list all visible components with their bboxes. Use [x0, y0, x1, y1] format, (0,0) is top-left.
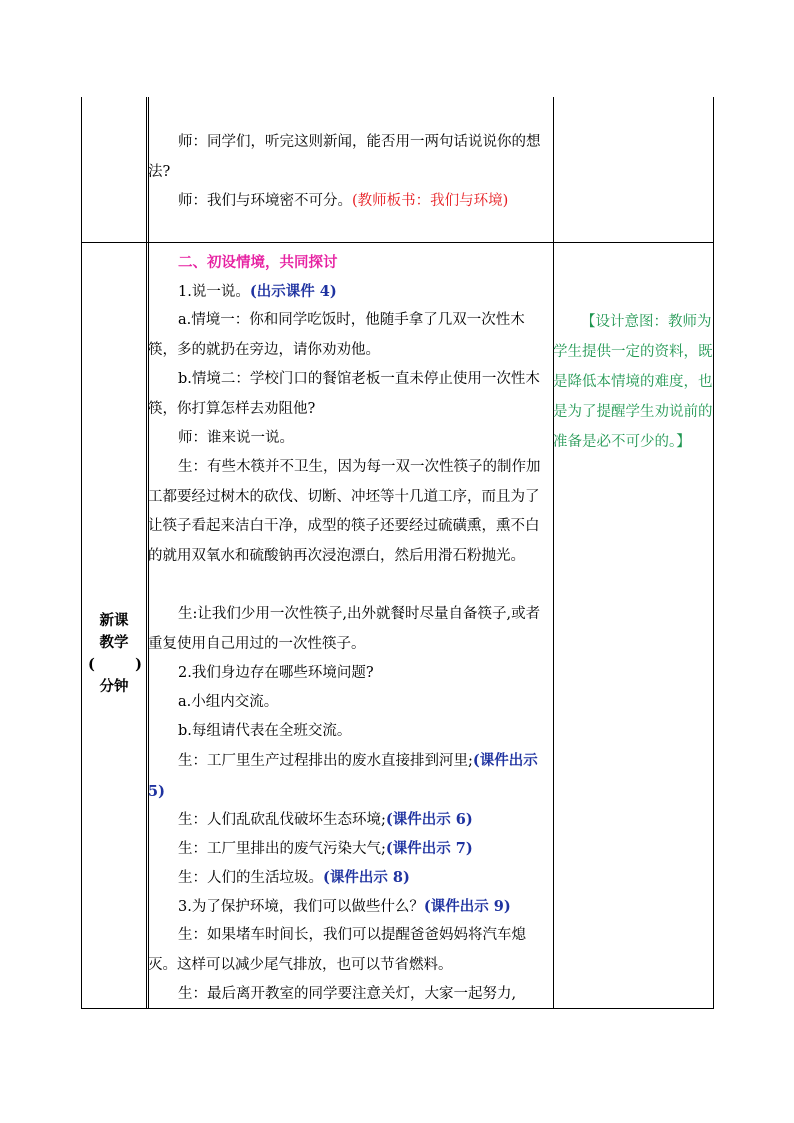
minutes-blank: [82, 654, 146, 676]
student-answer-7: 生：如果堵车时间长，我们可以提醒爸爸妈妈将汽车熄灭。这样可以减少尾气排放，也可以节省燃料。: [148, 927, 526, 973]
item3-text: 3.为了保护环境，我们可以做些什么？: [178, 899, 424, 915]
item1-courseware-note: (出示课件 4): [249, 283, 337, 300]
scene-a: a.情境一：你和同学吃饭时，他随手拿了几双一次性木筷，多的就扔在旁边，请你劝劝他。: [148, 312, 525, 358]
courseware-note-6: (课件出示 6): [385, 811, 473, 828]
section-label-line4: 分钟: [99, 678, 129, 695]
item3: [148, 892, 553, 923]
courseware-note-8: (课件出示 8): [323, 869, 410, 886]
section-label-line1: 新课: [99, 612, 129, 629]
student-answer-1: 生：有些木筷并不卫生，因为每一双一次性筷子的制作加工都要经过树木的砍伐、切断、冲坯等十几道工序，而且为了让筷子看起来洁白干净，成型的筷子还要经过硫磺熏，熏不白的就用双氧水和硫酸钠再次浸泡漂白，然后用滑石粉抛光。: [148, 459, 541, 564]
table-border-bottom: [81, 1008, 714, 1009]
board-note: (教师板书：我们与环境): [352, 193, 509, 209]
table-divider-col2: [553, 97, 554, 1008]
item2: 2.我们身边存在哪些环境问题?: [178, 665, 374, 681]
section-label-line2: 教学: [99, 634, 129, 651]
table-divider-col1: [146, 97, 147, 1008]
table-row-divider: [81, 242, 714, 243]
design-intent-note: 【设计意图：教师为学生提供一定的资料，既是降低本情境的难度，也是为了提醒学生劝说前的准备是必不可少的。】: [553, 314, 713, 450]
student-answer-4-text: 生：人们乱砍乱伐破坏生态环境;: [178, 812, 386, 828]
teacher-summary-text: 师：我们与环境密不可分。: [178, 193, 352, 209]
paren-open: (: [88, 656, 95, 673]
courseware-note-7: (课件出示 7): [385, 840, 473, 857]
item1-text: 1.说一说。: [178, 284, 250, 300]
teacher-prompt: 师：谁来说一说。: [178, 430, 294, 446]
table-border-right: [713, 97, 714, 1008]
table-border-left: [81, 97, 82, 1008]
courseware-note-9: (课件出示 9): [423, 898, 511, 915]
section-heading: 二、初设情境，共同探讨: [178, 254, 338, 271]
student-answer-4: [148, 805, 553, 836]
paren-close: ): [135, 656, 142, 673]
item1: [148, 277, 553, 308]
student-answer-3: [148, 746, 553, 807]
courseware-note-5: (课件出示 5): [148, 752, 538, 800]
scene-b: b.情境二：学校门口的餐馆老板一直未停止使用一次性木筷，你打算怎样去劝阻他?: [148, 371, 540, 417]
teacher-summary: [148, 187, 553, 217]
student-answer-5-text: 生：工厂里排出的废气污染大气;: [178, 841, 386, 857]
student-answer-5: [148, 834, 553, 865]
student-answer-8: 生：最后离开教室的同学要注意关灯，大家一起努力,: [178, 986, 517, 1002]
item2a: a.小组内交流。: [178, 694, 279, 710]
teacher-question: 师：同学们，听完这则新闻，能否用一两句话说说你的想法?: [148, 134, 541, 180]
student-answer-3-text: 生：工厂里生产过程排出的废水直接排到河里;: [178, 753, 473, 769]
student-answer-6: [148, 863, 553, 894]
student-answer-2: 生:让我们少用一次性筷子,出外就餐时尽量自备筷子,或者重复使用自己用过的一次性筷子。: [148, 606, 541, 652]
student-answer-6-text: 生：人们的生活垃圾。: [178, 870, 323, 886]
item2b: b.每组请代表在全班交流。: [178, 723, 352, 739]
section-label-cell: [82, 610, 146, 698]
